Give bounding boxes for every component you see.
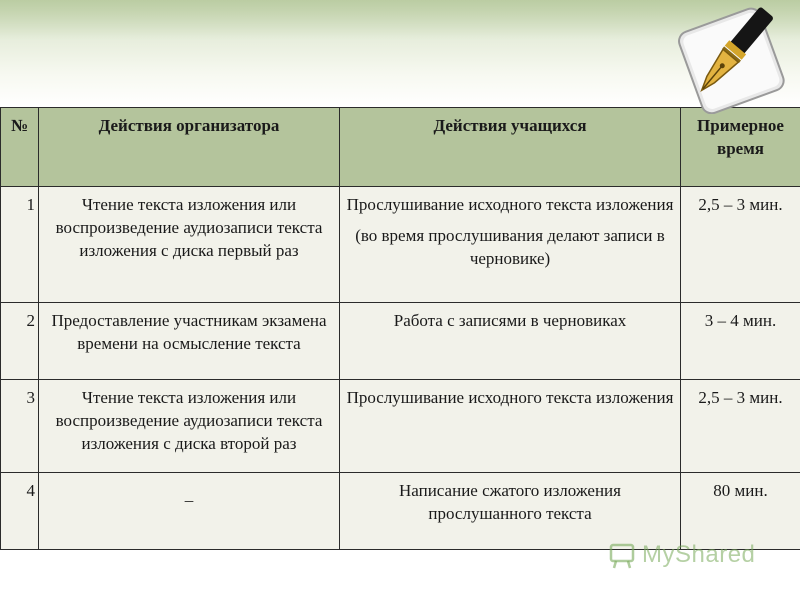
student-action: Работа с записями в черновиках	[340, 303, 681, 380]
organizer-action: Предоставление участникам экзамена времени на осмысление текста	[39, 303, 340, 380]
column-header-number: №	[1, 108, 39, 187]
student-action	[340, 187, 681, 303]
approx-time: 80 мин.	[681, 473, 800, 550]
organizer-action: Чтение текста изложения или воспроизведение аудиозаписи текста изложения с диска первый раз	[39, 187, 340, 303]
student-action-note: (во время прослушивания делают записи в черновике)	[355, 226, 665, 268]
row-number: 1	[1, 187, 39, 303]
student-action: Написание сжатого изложения прослушанного текста	[340, 473, 681, 550]
row-number: 3	[1, 380, 39, 473]
watermark-text: MyShared	[642, 541, 756, 568]
student-action: Прослушивание исходного текста изложения	[340, 380, 681, 473]
fountain-pen-icon	[676, 6, 786, 114]
watermark	[608, 538, 755, 572]
table-header-row	[1, 108, 800, 187]
column-header-student-actions: Действия учащихся	[340, 108, 681, 187]
student-action-text: Прослушивание исходного текста изложения	[346, 195, 674, 214]
approx-time: 2,5 – 3 мин.	[681, 380, 800, 473]
organizer-action: Чтение текста изложения или воспроизведение аудиозаписи текста изложения с диска второй раз	[39, 380, 340, 473]
table-row	[1, 380, 800, 473]
row-number: 2	[1, 303, 39, 380]
approx-time: 2,5 – 3 мин.	[681, 187, 800, 303]
myshared-logo-icon	[608, 540, 638, 570]
table-row	[1, 303, 800, 380]
column-header-approx-time: Примерное время	[681, 108, 800, 187]
column-header-organizer-actions: Действия организатора	[39, 108, 340, 187]
organizer-action: _	[39, 473, 340, 550]
row-number: 4	[1, 473, 39, 550]
approx-time: 3 – 4 мин.	[681, 303, 800, 380]
table-row	[1, 187, 800, 303]
exam-procedure-table	[0, 107, 800, 550]
